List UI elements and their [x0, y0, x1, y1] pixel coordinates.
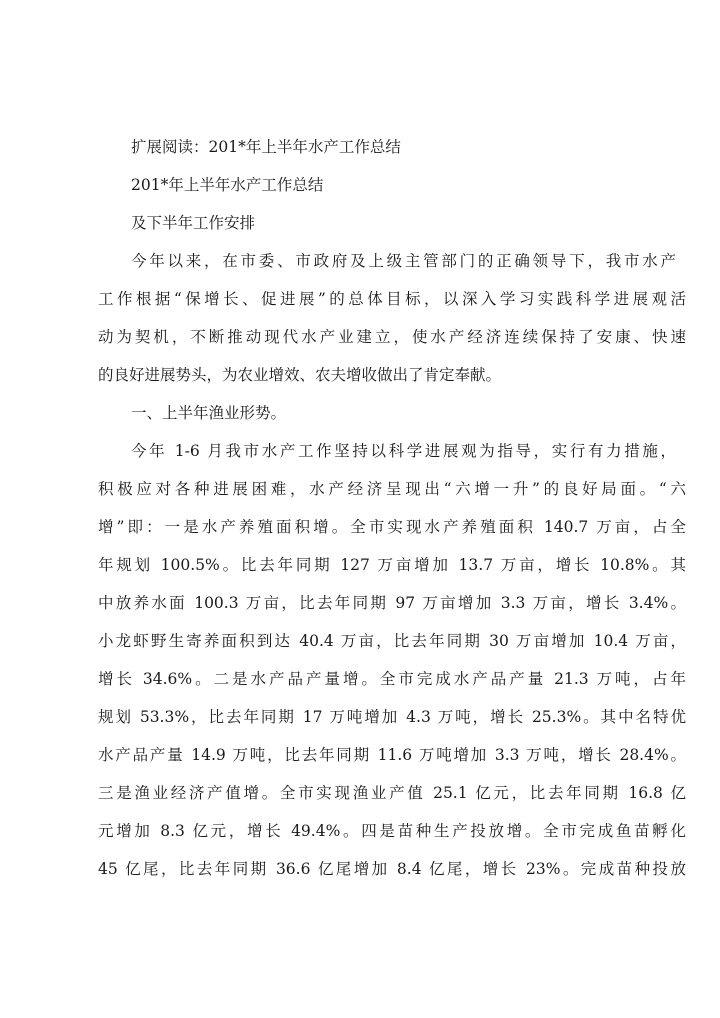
body-paragraph-line: 增长 34.6%。二是水产品产量增。全市完成水产品产量 21.3 万吨，占年 [98, 670, 686, 688]
body-paragraph-line: 小龙虾野生寄养面积到达 40.4 万亩，比去年同期 30 万亩增加 10.4 万亩， [98, 632, 686, 650]
intro-paragraph-line: 今年以来，在市委、市政府及上级主管部门的正确领导下，我市水产 [131, 252, 676, 270]
body-paragraph-line: 水产品产量 14.9 万吨，比去年同期 11.6 万吨增加 3.3 万吨，增长 28.4%。 [98, 746, 686, 764]
extended-reading-line: 扩展阅读：201*年上半年水产工作总结 [131, 138, 401, 156]
body-paragraph-line: 45 亿尾，比去年同期 36.6 亿尾增加 8.4 亿尾，增长 23%。完成苗种投放 [98, 860, 686, 878]
body-paragraph-line: 年规划 100.5%。比去年同期 127 万亩增加 13.7 万亩，增长 10.8%。其 [98, 556, 686, 574]
document-title-line-1: 201*年上半年水产工作总结 [131, 176, 324, 194]
body-paragraph-line: 三是渔业经济产值增。全市实现渔业产值 25.1 亿元，比去年同期 16.8 亿 [98, 784, 686, 802]
body-paragraph-line: 今年 1-6 月我市水产工作坚持以科学进展观为指导，实行有力措施， [131, 442, 676, 460]
intro-paragraph-line: 的良好进展势头，为农业增效、农夫增收做出了肯定奉献。 [98, 366, 502, 384]
section-heading: 一、上半年渔业形势。 [131, 404, 287, 422]
body-paragraph-line: 元增加 8.3 亿元，增长 49.4%。四是苗种生产投放增。全市完成鱼苗孵化 [98, 822, 686, 840]
body-paragraph-line: 积极应对各种进展困难，水产经济呈现出“六增一升”的良好局面。“六 [98, 480, 686, 498]
body-paragraph-line: 规划 53.3%，比去年同期 17 万吨增加 4.3 万吨，增长 25.3%。其中名特优 [98, 708, 686, 726]
body-paragraph-line: 中放养水面 100.3 万亩，比去年同期 97 万亩增加 3.3 万亩，增长 3.4%。 [98, 594, 686, 612]
document-title-line-2: 及下半年工作安排 [131, 214, 256, 232]
body-paragraph-line: 增”即：一是水产养殖面积增。全市实现水产养殖面积 140.7 万亩，占全 [98, 518, 686, 536]
intro-paragraph-line: 动为契机，不断推动现代水产业建立，使水产经济连续保持了安康、快速 [98, 328, 686, 346]
intro-paragraph-line: 工作根据“保增长、促进展”的总体目标，以深入学习实践科学进展观活 [98, 290, 686, 308]
